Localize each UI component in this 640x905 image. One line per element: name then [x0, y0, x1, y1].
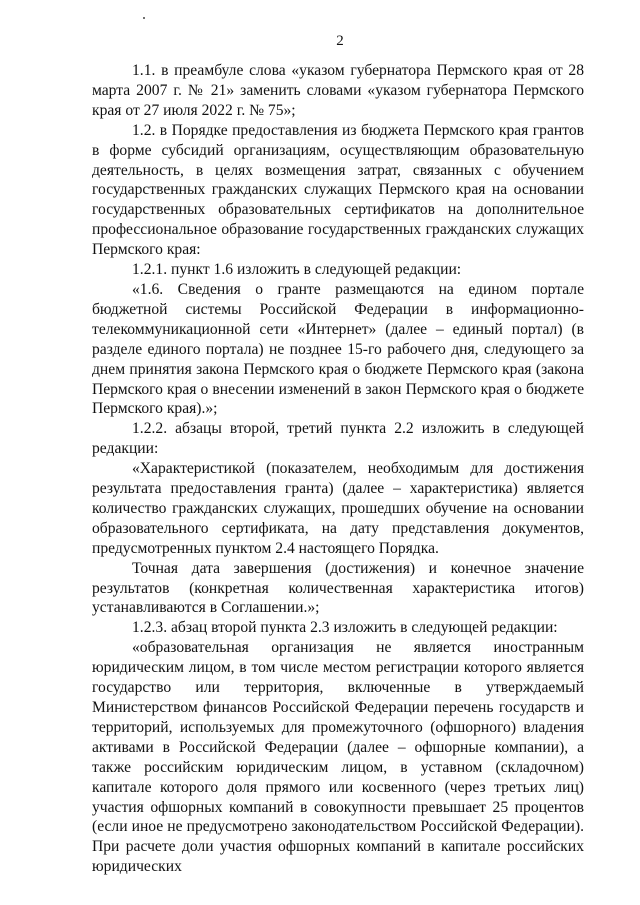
paragraph-1-1: 1.1. в преамбуле слова «указом губернатора Пермского края от 28 марта 2007 г. № 21» заменить словами «указом губернатора Пермского края от 27 июля 2022 г. № 75»; — [92, 62, 584, 119]
paragraph-characteristic-quote: «Характеристикой (показателем, необходимым для достижения результата предоставления гранта) (далее – характеристика) является количество гражданских служащих, прошедших обучение на основании образовательного сертификата, на дату представления документов, предусмотренных пунктом 2.4 настоящего Порядка. — [92, 460, 584, 557]
paragraph-1-2-1: 1.2.1. пункт 1.6 изложить в следующей редакции: — [132, 261, 462, 279]
paragraph-1-2-3: 1.2.3. абзац второй пункта 2.3 изложить в следующей редакции: — [132, 619, 558, 637]
paragraph-completion-date: Точная дата завершения (достижения) и конечное значение результатов (конкретная количественная характеристика итогов) устанавливаются в Соглашении.»; — [92, 559, 584, 617]
page-number: 2 — [336, 33, 344, 49]
paragraph-organization-quote: «образовательная организация не является иностранным юридическим лицом, в том числе местом регистрации которого является государство или территория, включенные в утверждаемый Министерством финансов Российской Федерации перечень государств и территорий, используемых для промежуточного (офшорного) владения активами в Российской Федерации (далее – офшорные компании), а также российским юридическим лицом, в уставном (складочном) капитале которого доля прямого или косвенного (через третьих лиц) участия офшорных компаний в совокупности превышает 25 процентов (если иное не предусмотрено законодательством Российской Федерации). При расчете доли участия офшорных компаний в капитале российских юридических — [92, 639, 584, 876]
document-body — [92, 61, 584, 877]
scan-speck — [143, 17, 145, 19]
paragraph-1-6-quote: «1.6. Сведения о гранте размещаются на едином портале бюджетной системы Российской Федерации в информационно-телекоммуникационной сети «Интернет» (далее – единый портал) (в разделе единого портала) не позднее 15-го рабочего дня, следующего за днем принятия закона Пермского края о бюджете Пермского края (закона Пермского края о внесении изменений в закон Пермского края о бюджете Пермского края).»; — [92, 280, 584, 418]
paragraph-1-2-2: 1.2.2. абзацы второй, третий пункта 2.2 изложить в следующей редакции: — [92, 420, 584, 458]
paragraph-1-2: 1.2. в Порядке предоставления из бюджета Пермского края грантов в форме субсидий организациям, осуществляющим образовательную деятельность, в целях возмещения затрат, связанных с обучением государственных гражданских служащих Пермского края на основании государственных образовательных сертификатов на дополнительное профессиональное образование государственных гражданских служащих Пермского края: — [92, 121, 584, 259]
